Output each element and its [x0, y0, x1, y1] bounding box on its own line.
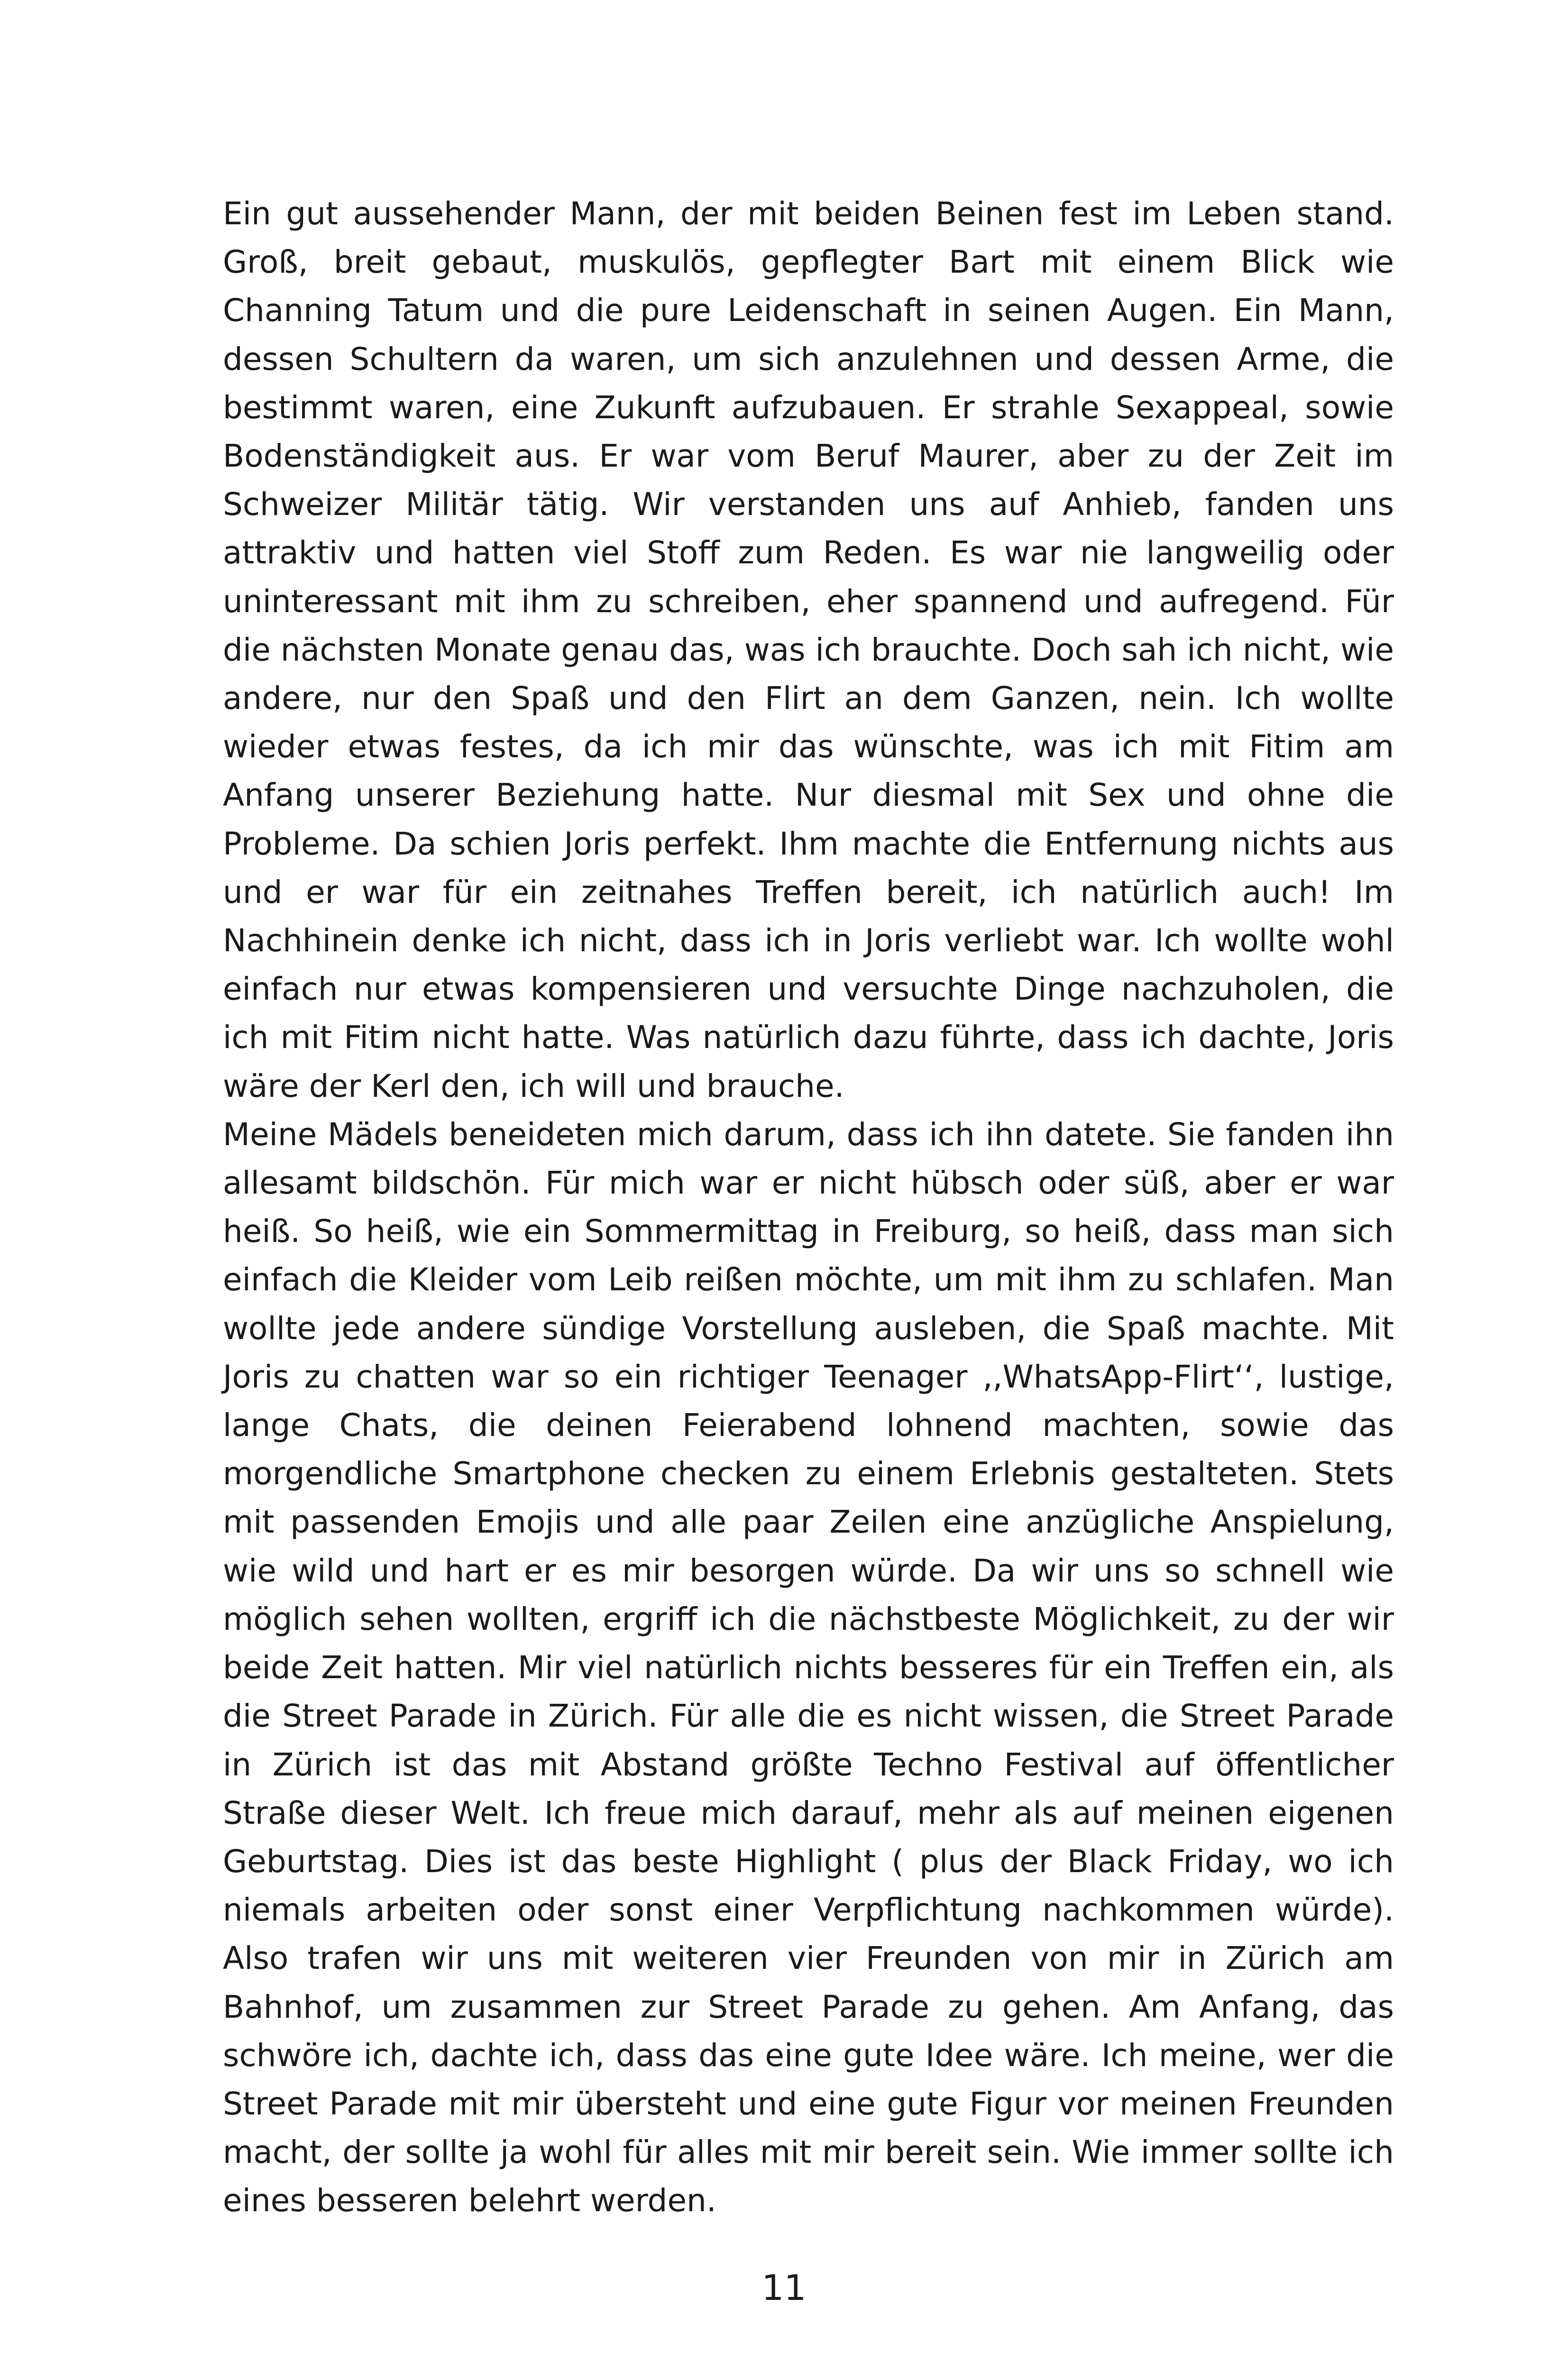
- paragraph-2: Meine Mädels beneideten mich darum, dass ich ihn datete. Sie fanden ihn allesamt bildschön. Für mich war er nicht hübsch oder süß, aber er war heiß. So heiß, wie ein Sommermittag in Freiburg, so heiß, dass man sich einfach die Kleider vom Leib reißen möchte, um mit ihm zu schlafen. Man wollte jede andere sündige Vorstellung ausleben, die Spaß machte. Mit Joris zu chatten war so ein richtiger Teenager ,,WhatsApp-Flirt‘‘, lustige, lange Chats, die deinen Feierabend lohnend machten, sowie das morgendliche Smartphone checken zu einem Erlebnis gestalteten. Stets mit passenden Emojis und alle paar Zeilen eine anzügliche Anspielung, wie wild und hart er es mir besorgen würde. Da wir uns so schnell wie möglich sehen wollten, ergriff ich die nächstbeste Möglichkeit, zu der wir beide Zeit hatten. Mir viel natürlich nichts besseres für ein Treffen ein, als die Street Parade in Zürich. Für alle die es nicht wissen, die Street Parade in Zürich ist das mit Abstand größte Techno Festival auf öffentlicher Straße dieser Welt. Ich freue mich darauf, mehr als auf meinen eigenen Geburtstag. Dies ist das beste Highlight ( plus der Black Friday, wo ich niemals arbeiten oder sonst einer Verpflichtung nachkommen würde). Also trafen wir uns mit weiteren vier Freunden von mir in Zürich am Bahnhof, um zusammen zur Street Parade zu gehen. Am Anfang, das schwöre ich, dachte ich, dass das eine gute Idee wäre. Ich meine, wer die Street Parade mit mir übersteht und eine gute Figur vor meinen Freunden macht, der sollte ja wohl für alles mit mir bereit sein. Wie immer sollte ich eines besseren belehrt werden.: [223, 1116, 1394, 2219]
- page-number: 11: [761, 2268, 807, 2308]
- body-text: [223, 190, 1394, 2225]
- paragraph-1: Ein gut aussehender Mann, der mit beiden Beinen fest im Leben stand. Groß, breit gebaut, muskulös, gepflegter Bart mit einem Blick wie Channing Tatum und die pure Leidenschaft in seinen Augen. Ein Mann, dessen Schultern da waren, um sich anzulehnen und dessen Arme, die bestimmt waren, eine Zukunft aufzubauen. Er strahle Sexappeal, sowie Bodenständigkeit aus. Er war vom Beruf Maurer, aber zu der Zeit im Schweizer Militär tätig. Wir verstanden uns auf Anhieb, fanden uns attraktiv und hatten viel Stoff zum Reden. Es war nie langweilig oder uninteressant mit ihm zu schreiben, eher spannend und aufregend. Für die nächsten Monate genau das, was ich brauchte. Doch sah ich nicht, wie andere, nur den Spaß und den Flirt an dem Ganzen, nein. Ich wollte wieder etwas festes, da ich mir das wünschte, was ich mit Fitim am Anfang unserer Beziehung hatte. Nur diesmal mit Sex und ohne die Probleme. Da schien Joris perfekt. Ihm machte die Entfernung nichts aus und er war für ein zeitnahes Treffen bereit, ich natürlich auch! Im Nachhinein denke ich nicht, dass ich in Joris verliebt war. Ich wollte wohl einfach nur etwas kompensieren und versuchte Dinge nachzuholen, die ich mit Fitim nicht hatte. Was natürlich dazu führte, dass ich dachte, Joris wäre der Kerl den, ich will und brauche.: [223, 195, 1394, 1104]
